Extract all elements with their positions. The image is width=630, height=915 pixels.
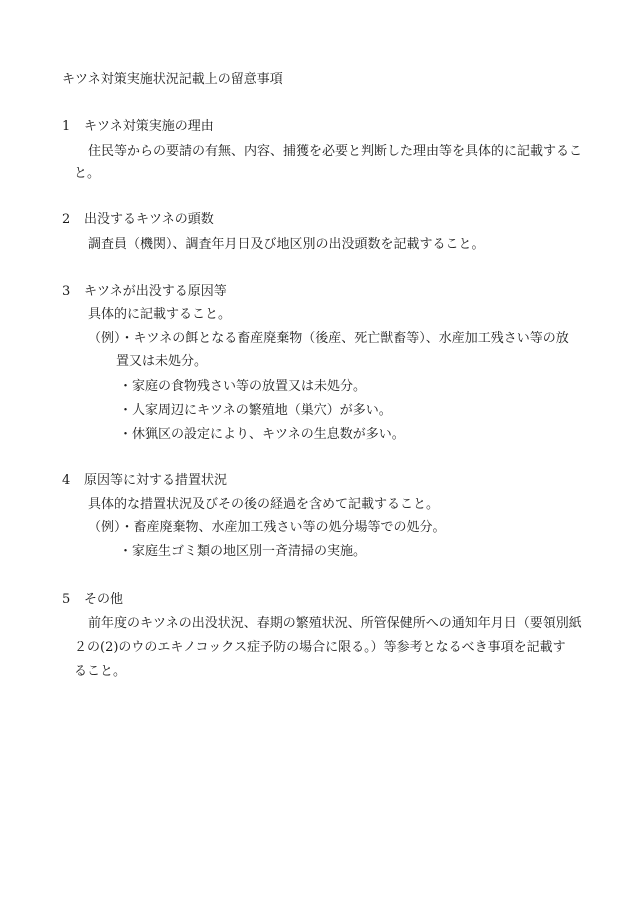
section-3-heading [62,283,227,301]
section-2-title: 出没するキツネの頭数 [84,212,214,227]
section-3-example-line-5: ・休猟区の設定により、キツネの生息数が多い。 [119,427,405,442]
section-4-heading [62,472,227,490]
section-5-title: その他 [84,592,124,607]
section-2-heading [62,211,214,229]
section-3-example-line-4: ・人家周辺にキツネの繁殖地（巣穴）が多い。 [119,403,392,418]
section-5-heading [62,591,123,609]
section-1-body-line-1: 住民等からの要請の有無、内容、捕獲を必要と判断した理由等を具体的に記載するこ [88,144,583,159]
section-4-number: 4 [62,473,71,488]
section-3-example-line-2: 置又は未処分。 [116,354,208,369]
section-4-body-line-1: 具体的な措置状況及びその後の経過を含めて記載すること。 [88,497,440,512]
section-3-example-line-3: ・家庭の食物残さい等の放置又は未処分。 [119,379,367,394]
section-1-title: キツネ対策実施の理由 [84,119,214,134]
section-1-number: 1 [62,119,71,134]
section-1-body-line-2: と。 [74,166,101,181]
section-2-body-line-1: 調査員（機関）、調査年月日及び地区別の出没頭数を記載すること。 [88,237,485,252]
section-4-example-line-1: （例）・畜産廃棄物、水産加工残さい等の処分場等での処分。 [88,520,446,535]
section-3-body-line-1: 具体的に記載すること。 [88,307,232,322]
section-3-title: キツネが出没する原因等 [84,284,227,299]
section-5-body-line-1: 前年度のキツネの出没状況、春期の繁殖状況、所管保健所への通知年月日（要領別紙 [88,616,582,631]
section-1-heading [62,118,214,136]
section-3-example-line-1: （例）・キツネの餌となる畜産廃棄物（後産、死亡獣畜等）、水産加工残さい等の放 [88,331,569,346]
section-4-example-line-2: ・家庭生ゴミ類の地区別一斉清掃の実施。 [119,544,367,559]
section-4-title: 原因等に対する措置状況 [84,473,228,488]
section-5-body-line-3: ること。 [74,664,127,679]
document-title: キツネ対策実施状況記載上の留意事項 [62,72,283,87]
section-2-number: 2 [62,212,71,227]
section-3-number: 3 [62,284,71,299]
section-5-body-line-2: ２の(2)のウのエキノコックス症予防の場合に限る。）等参考となるべき事項を記載す [74,640,566,655]
section-5-number: 5 [62,592,71,607]
